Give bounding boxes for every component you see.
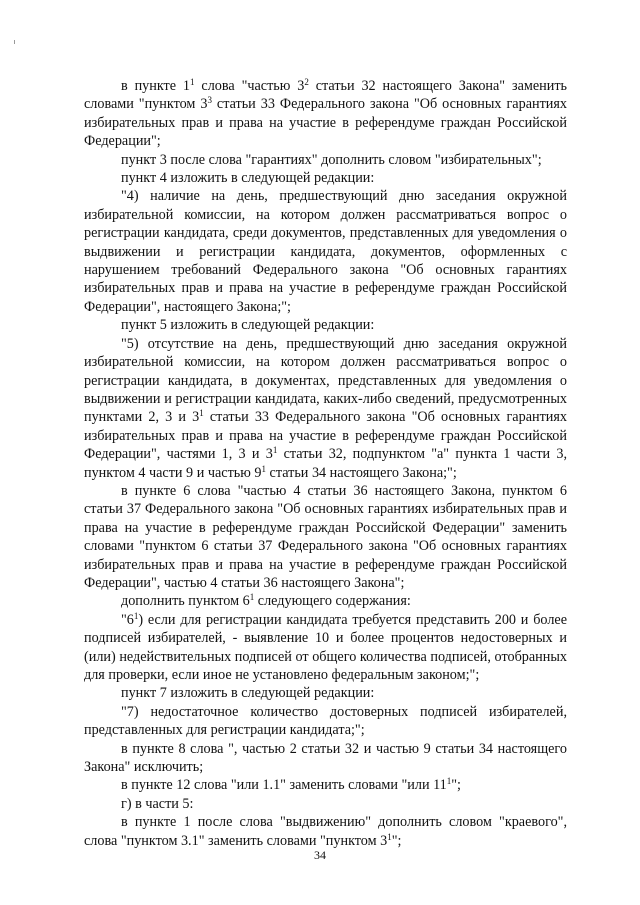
text-run: статьи 32, подпунктом "а" пункта 1 части 3, пунктом 4 части 9 и частью 9 <box>84 446 567 481</box>
superscript: 1 <box>190 77 195 87</box>
paragraph <box>84 776 567 794</box>
text-run: "4) наличие на день, предшествующий дню заседания окружной избирательной комиссии, на котором должен рассматриваться вопрос о регистрации кандидата, среди документов, представленных для уведомления о выдвижении и регистрации кандидата, документов, оформленных с нарушением требований Федерального закона "Об основных гарантиях избирательных прав и права на участие в референдуме граждан Российской Федерации", настоящего Закона;"; <box>84 188 567 315</box>
superscript: 1 <box>446 776 452 787</box>
text-run: статьи 32 настоящего Закона" заменить словами "пунктом 3 <box>84 78 567 113</box>
superscript: 1 <box>272 445 278 456</box>
paragraph <box>84 151 567 169</box>
text-run: дополнить пунктом 6 <box>121 593 250 610</box>
document-body <box>84 77 567 850</box>
scan-mark <box>14 40 15 44</box>
superscript: 2 <box>304 77 309 87</box>
text-run: статьи 33 Федерального закона "Об основных гарантиях избирательных прав и права на участие в референдуме граждан Российской Федерации"; <box>84 96 567 150</box>
paragraph <box>84 77 567 151</box>
paragraph <box>84 169 567 187</box>
paragraph <box>84 795 567 813</box>
paragraph <box>84 592 567 610</box>
superscript: 1 <box>199 408 204 419</box>
page-number: 34 <box>314 848 326 862</box>
text-run: "5) отсутствие на день, предшествующий дню заседания окружной избирательной комиссии, на котором должен рассматриваться вопрос о регистрации кандидата, в документах, представленных для уведомления о выдвижении и регистрации кандидата, каких-либо сведений, предусмотренных пунктами 2, 3 и 3 <box>84 335 567 426</box>
text-run: пункт 5 изложить в следующей редакции: <box>121 317 375 334</box>
paragraph <box>84 611 567 685</box>
text-run: статьи 33 Федерального закона "Об основных гарантиях избирательных прав и права на участие в референдуме граждан Российской Федерации", частями 1, 3 и 3 <box>84 409 567 463</box>
superscript: 1 <box>133 610 139 621</box>
paragraph <box>84 482 567 592</box>
superscript: 3 <box>207 95 212 106</box>
text-run: г) в части 5: <box>121 795 194 812</box>
text-run: "6 <box>121 611 134 628</box>
text-run: статьи 34 настоящего Закона;"; <box>265 464 457 481</box>
paragraph <box>84 316 567 334</box>
text-run: в пункте 12 слова "или 1.1" заменить словами "или 11 <box>121 777 447 794</box>
text-run: "7) недостаточное количество достоверных подписей избирателей, представленных для регистрации кандидата;"; <box>84 703 567 739</box>
text-run: "; <box>451 777 461 794</box>
text-run: слова "частью 3 <box>194 78 305 94</box>
text-run: пункт 3 после слова "гарантиях" дополнить словом "избирательных"; <box>121 151 542 168</box>
text-run: в пункте 6 слова "частью 4 статьи 36 настоящего Закона, пунктом 6 статьи 37 Федерального закона "Об основных гарантиях избирательных прав и права на участие в референдуме граждан Российской Федерации" заменить словами "пунктом 6 статьи 37 Федерального закона "Об основных гарантиях избирательных прав и права на участие в референдуме граждан Российской Федерации", частью 4 статьи 36 настоящего Закона"; <box>84 482 567 591</box>
paragraph <box>84 684 567 702</box>
text-run: в пункте 1 после слова "выдвижению" дополнить словом "краевого", слова "пунктом 3.1" заменить словами "пунктом 3 <box>84 814 567 849</box>
text-run: ) если для регистрации кандидата требуется представить 200 и более подписей избирателей, - выявление 10 и более процентов недостоверных и (или) недействительных подписей от общего количества подписей, отобранных для проверки, если иное не установлено федеральным законом;"; <box>84 611 567 683</box>
superscript: 1 <box>387 831 392 842</box>
text-run: пункт 4 изложить в следующей редакции: <box>121 170 375 187</box>
text-run: пункт 7 изложить в следующей редакции: <box>121 685 375 702</box>
superscript: 1 <box>261 463 266 474</box>
text-run: следующего содержания: <box>254 593 411 610</box>
paragraph <box>84 335 567 482</box>
text-run: "; <box>391 832 402 849</box>
paragraph <box>84 187 567 316</box>
text-run: в пункте 8 слова ", частью 2 статьи 32 и частью 9 статьи 34 настоящего Закона" исключить; <box>84 740 567 776</box>
text-run: в пункте 1 <box>121 78 191 94</box>
paragraph <box>84 813 567 850</box>
paragraph <box>84 703 567 740</box>
superscript: 1 <box>249 592 255 603</box>
paragraph <box>84 740 567 777</box>
